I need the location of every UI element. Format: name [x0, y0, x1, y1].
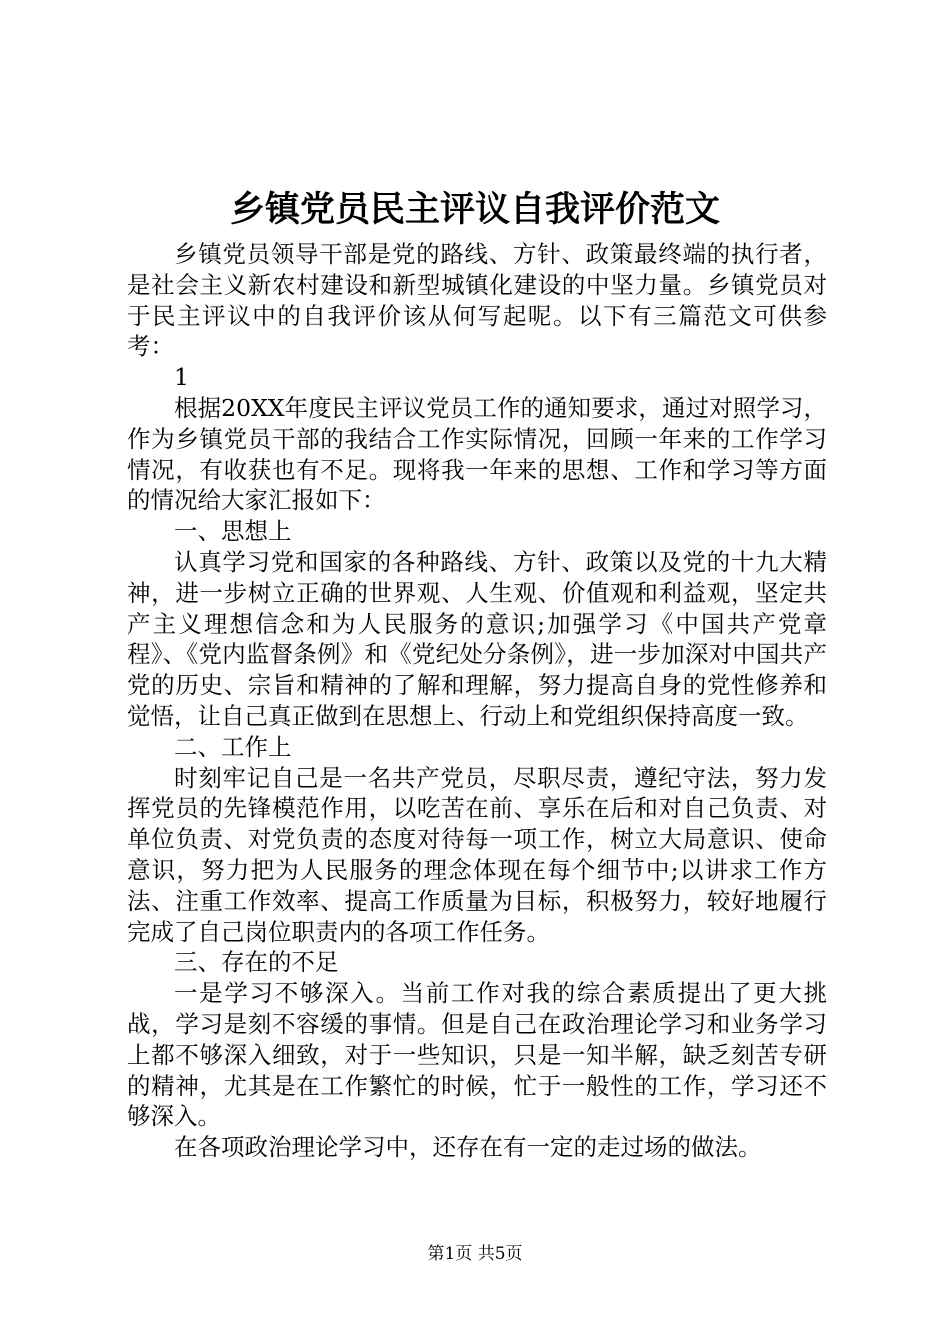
- page-footer: 第1页 共5页: [427, 1244, 523, 1264]
- body-paragraph: 一是学习不够深入。当前工作对我的综合素质提出了更大挑战，学习是刻不容缓的事情。但是自己在政治理论学习和业务学习上都不够深入细致，对于一些知识，只是一知半解，缺乏刻苦专研的精神，尤其是在工作繁忙的时候，忙于一般性的工作，学习还不够深入。: [127, 979, 827, 1131]
- section-number: 1: [174, 363, 189, 392]
- document-body: [127, 239, 827, 1163]
- document-title: 乡镇党员民主评议自我评价范文: [229, 189, 720, 230]
- intro-paragraph: 乡镇党员领导干部是党的路线、方针、政策最终端的执行者，是社会主义新农村建设和新型城镇化建设的中坚力量。乡镇党员对于民主评议中的自我评价该从何写起呢。以下有三篇范文可供参考：: [127, 240, 827, 361]
- section-heading: 一、思想上: [174, 517, 292, 546]
- body-paragraph: 在各项政治理论学习中，还存在有一定的走过场的做法。: [174, 1133, 762, 1162]
- section-heading: 三、存在的不足: [174, 948, 339, 977]
- section-heading: 二、工作上: [174, 732, 292, 761]
- body-paragraph: 认真学习党和国家的各种路线、方针、政策以及党的十九大精神，进一步树立正确的世界观、人生观、价值观和利益观，坚定共产主义理想信念和为人民服务的意识;加强学习《中国共产党章程》、《党内监督条例》和《党纪处分条例》，进一步加深对中国共产党的历史、宗旨和精神的了解和理解，努力提高自身的党性修养和觉悟，让自己真正做到在思想上、行动上和党组织保持高度一致。: [127, 547, 827, 730]
- body-paragraph: 时刻牢记自己是一名共产党员，尽职尽责，遵纪守法，努力发挥党员的先锋模范作用，以吃苦在前、享乐在后和对自己负责、对单位负责、对党负责的态度对待每一项工作，树立大局意识、使命意识，努力把为人民服务的理念体现在每个细节中;以讲求工作方法、注重工作效率、提高工作质量为目标，积极努力，较好地履行完成了自己岗位职责内的各项工作任务。: [127, 763, 827, 946]
- body-paragraph: 根据20XX年度民主评议党员工作的通知要求，通过对照学习，作为乡镇党员干部的我结合工作实际情况，回顾一年来的工作学习情况，有收获也有不足。现将我一年来的思想、工作和学习等方面的情况给大家汇报如下：: [127, 393, 827, 515]
